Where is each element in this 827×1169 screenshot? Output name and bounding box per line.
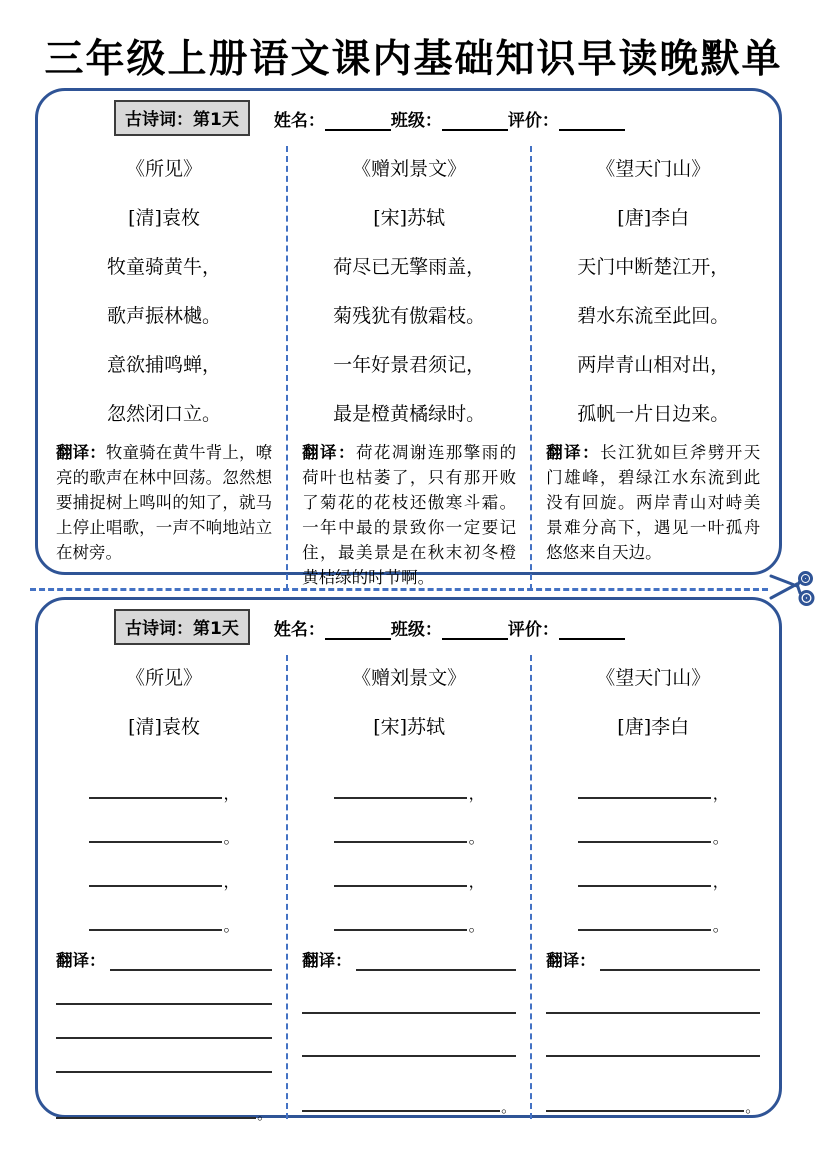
- punctuation: 。: [223, 828, 240, 847]
- class-label: 班级：: [390, 110, 442, 131]
- fill-line: [56, 755, 272, 803]
- translation-label: 翻译：: [546, 951, 596, 970]
- rating-blank: [559, 114, 625, 131]
- header-fields: [274, 615, 625, 640]
- translation-blank-line: [56, 1037, 272, 1039]
- punctuation: ，: [468, 872, 485, 891]
- poem-line: 意欲捕鸣蝉，: [107, 354, 222, 376]
- poem-title: 《望天门山》: [596, 158, 711, 180]
- translation-end-line: [546, 1098, 761, 1116]
- poem-line: 孤帆一片日边来。: [577, 403, 730, 425]
- poem-line: 荷尽已无擎雨盖，: [333, 256, 486, 278]
- rating-label: 评价：: [507, 619, 559, 640]
- poem-line: 碧水东流至此回。: [577, 305, 730, 327]
- poem-line: 歌声振林樾。: [107, 305, 222, 327]
- fill-line: [56, 843, 272, 891]
- section-tag: 古诗词：第1天: [114, 609, 250, 645]
- poem-title: 《赠刘景文》: [352, 158, 467, 180]
- translation-label: 翻译：: [56, 951, 106, 970]
- rating-blank: [559, 623, 625, 640]
- translation-blank: [356, 957, 517, 971]
- translation-blank: [302, 1098, 500, 1112]
- punctuation: 。: [712, 916, 729, 935]
- punctuation: ，: [712, 872, 729, 891]
- translation-blank: [110, 957, 273, 971]
- poem-line: 一年好景君须记，: [333, 354, 486, 376]
- dictation-lines: [546, 755, 760, 935]
- practice-column-2: [286, 655, 530, 1119]
- name-label: 姓名：: [273, 619, 325, 640]
- poem-author: [唐]李白: [617, 207, 690, 229]
- card-header: [38, 91, 779, 136]
- name-blank: [325, 114, 391, 131]
- poem-title: 《所见》: [126, 158, 203, 180]
- fill-blank: [334, 919, 467, 931]
- page-title: 三年级上册语文课内基础知识早读晚默单: [44, 36, 783, 82]
- fill-line: [302, 843, 516, 891]
- practice-column-1: [42, 655, 286, 1123]
- poem-translation: [546, 440, 760, 565]
- fill-blank: [578, 875, 711, 887]
- practice-columns: [38, 655, 779, 1123]
- fill-line: [56, 799, 272, 847]
- translation-blank-line: [302, 1012, 516, 1014]
- fill-blank: [578, 919, 711, 931]
- poem-author: [清]袁枚: [128, 716, 200, 738]
- poem-title: 《赠刘景文》: [352, 667, 467, 689]
- section-tag: 古诗词：第1天: [114, 100, 250, 136]
- translation-fill-header: [56, 947, 272, 971]
- poem-translation: [302, 440, 516, 590]
- fill-blank: [89, 919, 222, 931]
- class-blank: [442, 114, 508, 131]
- poem-line: 两岸青山相对出，: [577, 354, 730, 376]
- fill-line: [302, 887, 516, 935]
- punctuation: 。: [257, 1105, 273, 1123]
- fill-line: [546, 887, 760, 935]
- fill-blank: [334, 787, 467, 799]
- punctuation: 。: [468, 828, 485, 847]
- punctuation: 。: [501, 1098, 517, 1116]
- fill-blank: [334, 875, 467, 887]
- poem-line: 菊残犹有傲霜枝。: [333, 305, 486, 327]
- punctuation: ，: [223, 872, 240, 891]
- poem-columns: [38, 146, 779, 590]
- fill-blank: [578, 787, 711, 799]
- translation-label: 翻译：: [546, 443, 601, 462]
- fill-line: [302, 799, 516, 847]
- translation-blank-line: [56, 1003, 272, 1005]
- poem-line: 牧童骑黄牛，: [107, 256, 222, 278]
- translation-text: 荷花凋谢连那擎雨的荷叶也枯萎了，只有那开败了菊花的花枝还傲寒斗霜。一年中最的景致你一定要记住，最美景是在秋末初冬橙黄桔绿的时节啊。: [302, 443, 517, 587]
- poem-title: 《望天门山》: [596, 667, 711, 689]
- poem-line: 最是橙黄橘绿时。: [333, 403, 486, 425]
- dictation-lines: [56, 755, 272, 935]
- translation-end-line: [56, 1105, 273, 1123]
- fill-line: [546, 755, 760, 803]
- cut-line: [30, 588, 768, 591]
- translation-blank: [56, 1105, 256, 1119]
- fill-line: [546, 799, 760, 847]
- punctuation: 。: [223, 916, 240, 935]
- translation-label: 翻译：: [56, 443, 106, 462]
- translation-fill-header: [546, 947, 760, 971]
- class-label: 班级：: [390, 619, 442, 640]
- translation-label: 翻译：: [302, 443, 356, 462]
- poem-title: 《所见》: [126, 667, 203, 689]
- rating-label: 评价：: [507, 110, 559, 131]
- translation-text: 牧童骑在黄牛背上，嘹亮的歌声在林中回荡。忽然想要捕捉树上鸣叫的知了，就马上停止唱歌，一声不响地站立在树旁。: [56, 443, 273, 562]
- practice-column-3: [530, 655, 774, 1119]
- reading-card: [35, 88, 782, 587]
- poem-author: [唐]李白: [617, 716, 690, 738]
- translation-blank-line: [546, 1012, 760, 1014]
- poem-author: [宋]苏轼: [373, 716, 446, 738]
- fill-blank: [578, 831, 711, 843]
- poem-column-2: [286, 146, 530, 590]
- punctuation: 。: [745, 1098, 761, 1116]
- punctuation: 。: [468, 916, 485, 935]
- poem-translation: [56, 440, 272, 565]
- poem-author: [宋]苏轼: [373, 207, 446, 229]
- translation-end-line: [302, 1098, 517, 1116]
- translation-blank-line: [56, 1071, 272, 1073]
- translation-fill-header: [302, 947, 516, 971]
- practice-card: [35, 597, 782, 1123]
- fill-blank: [89, 787, 222, 799]
- card-header: [38, 600, 779, 645]
- punctuation: ，: [712, 784, 729, 803]
- fill-blank: [89, 875, 222, 887]
- poem-line: 忽然闭口立。: [107, 403, 222, 425]
- punctuation: ，: [468, 784, 485, 803]
- fill-blank: [334, 831, 467, 843]
- name-blank: [325, 623, 391, 640]
- translation-label: 翻译：: [302, 951, 352, 970]
- name-label: 姓名：: [273, 110, 325, 131]
- poem-line: 天门中断楚江开，: [577, 256, 730, 278]
- punctuation: ，: [223, 784, 240, 803]
- header-fields: [274, 106, 625, 131]
- fill-blank: [89, 831, 222, 843]
- translation-blank-line: [546, 1055, 760, 1057]
- poem-author: [清]袁枚: [128, 207, 200, 229]
- translation-text: 长江犹如巨斧劈开天门雄峰，碧绿江水东流到此没有回旋。两岸青山对峙美景难分高下，遇见一叶孤舟悠悠来自天边。: [546, 443, 761, 562]
- translation-blank-line: [302, 1055, 516, 1057]
- translation-blank: [600, 957, 761, 971]
- fill-line: [302, 755, 516, 803]
- class-blank: [442, 623, 508, 640]
- poem-column-1: [42, 146, 286, 590]
- translation-blank: [546, 1098, 744, 1112]
- dictation-lines: [302, 755, 516, 935]
- poem-column-3: [530, 146, 774, 590]
- fill-line: [56, 887, 272, 935]
- fill-line: [546, 843, 760, 891]
- punctuation: 。: [712, 828, 729, 847]
